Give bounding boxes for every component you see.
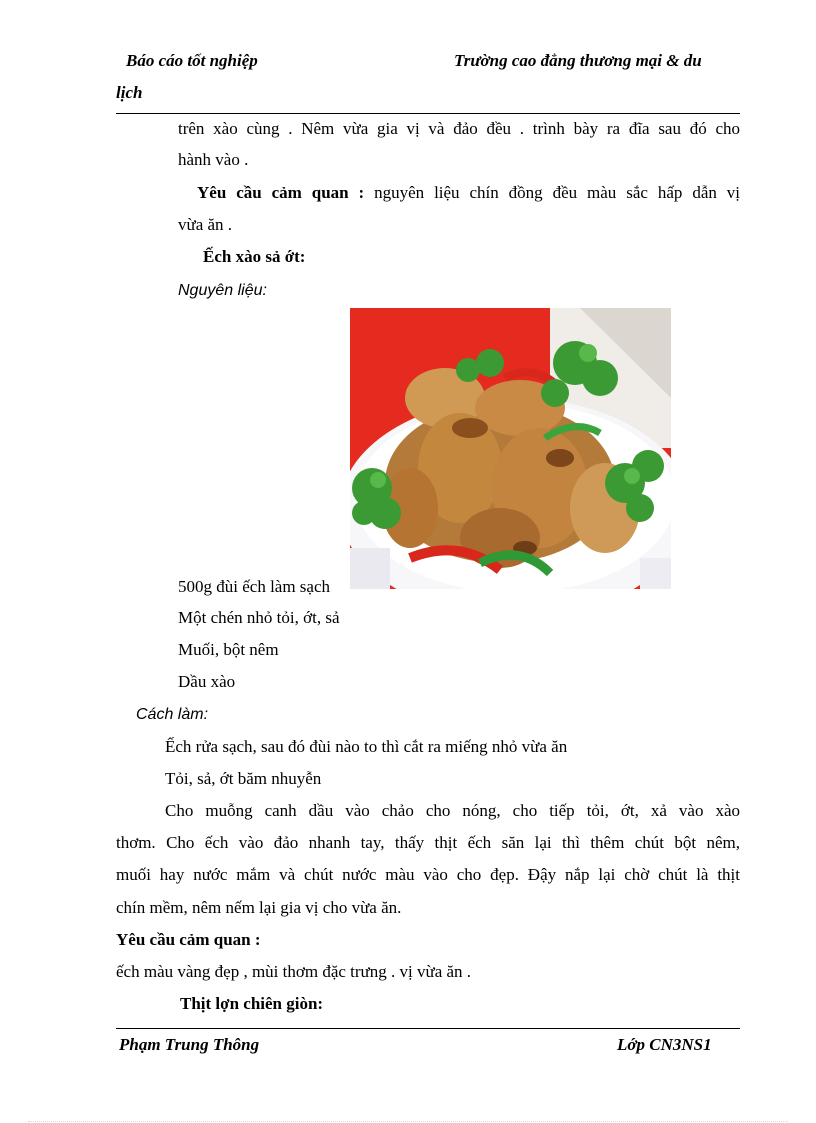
paragraph-line: trên xào cùng . Nêm vừa gia vị và đảo đều . trình bày ra đĩa sau đó cho xyxy=(178,119,740,138)
cooking-paragraph-line: muối hay nước mắm và chút nước màu vào cho đẹp. Đậy nắp lại chờ chút là thịt xyxy=(116,865,740,884)
header-report-title: Báo cáo tốt nghiệp xyxy=(126,51,258,70)
ingredient-item: 500g đùi ếch làm sạch xyxy=(178,577,331,596)
requirement-label: Yêu cầu cảm quan : xyxy=(116,930,261,949)
cooking-paragraph-line: Cho muỗng canh dầu vào chảo cho nóng, cho tiếp tỏi, ớt, xả vào xào xyxy=(165,801,740,820)
ingredient-item: Muối, bột nêm xyxy=(178,640,279,659)
frog-stir-fry-photo xyxy=(350,308,671,589)
footer-rule xyxy=(116,1028,740,1029)
page-edge xyxy=(28,1121,788,1122)
method-step: Tỏi, sả, ớt băm nhuyễn xyxy=(165,769,322,788)
ingredients-label: Nguyên liệu: xyxy=(178,282,267,299)
dish-title: Ếch xào sả ớt: xyxy=(203,247,306,266)
footer-class: Lớp CN3NS1 xyxy=(617,1035,712,1054)
paragraph-line: hành vào . xyxy=(178,150,249,169)
method-step: Ếch rửa sạch, sau đó đùi nào to thì cắt ra miếng nhỏ vừa ăn xyxy=(165,737,568,756)
footer-author: Phạm Trung Thông xyxy=(119,1035,260,1054)
dish-title: Thịt lợn chiên giòn: xyxy=(180,994,324,1013)
requirement-text-cont: vừa ăn . xyxy=(178,215,233,234)
method-label: Cách làm: xyxy=(136,706,209,723)
ingredient-item: Một chén nhỏ tỏi, ớt, sả xyxy=(178,608,340,627)
cooking-paragraph-line: thơm. Cho ếch vào đảo nhanh tay, thấy thịt ếch săn lại thì thêm chút bột nêm, xyxy=(116,833,740,852)
requirement-text: ếch màu vàng đẹp , mùi thơm đặc trưng . vị vừa ăn . xyxy=(116,962,472,981)
header-rule xyxy=(116,113,740,114)
requirement-line xyxy=(197,184,740,201)
requirement-text: nguyên liệu chín đồng đều màu sắc hấp dẫn vị xyxy=(364,183,741,202)
ingredient-item: Dầu xào xyxy=(178,672,236,691)
header-school-name: Trường cao đẳng thương mại & du xyxy=(454,51,702,70)
cooking-paragraph-line: chín mềm, nêm nếm lại gia vị cho vừa ăn. xyxy=(116,898,402,917)
header-school-name-cont: lịch xyxy=(116,83,143,102)
requirement-label: Yêu cầu cảm quan : xyxy=(197,183,365,202)
